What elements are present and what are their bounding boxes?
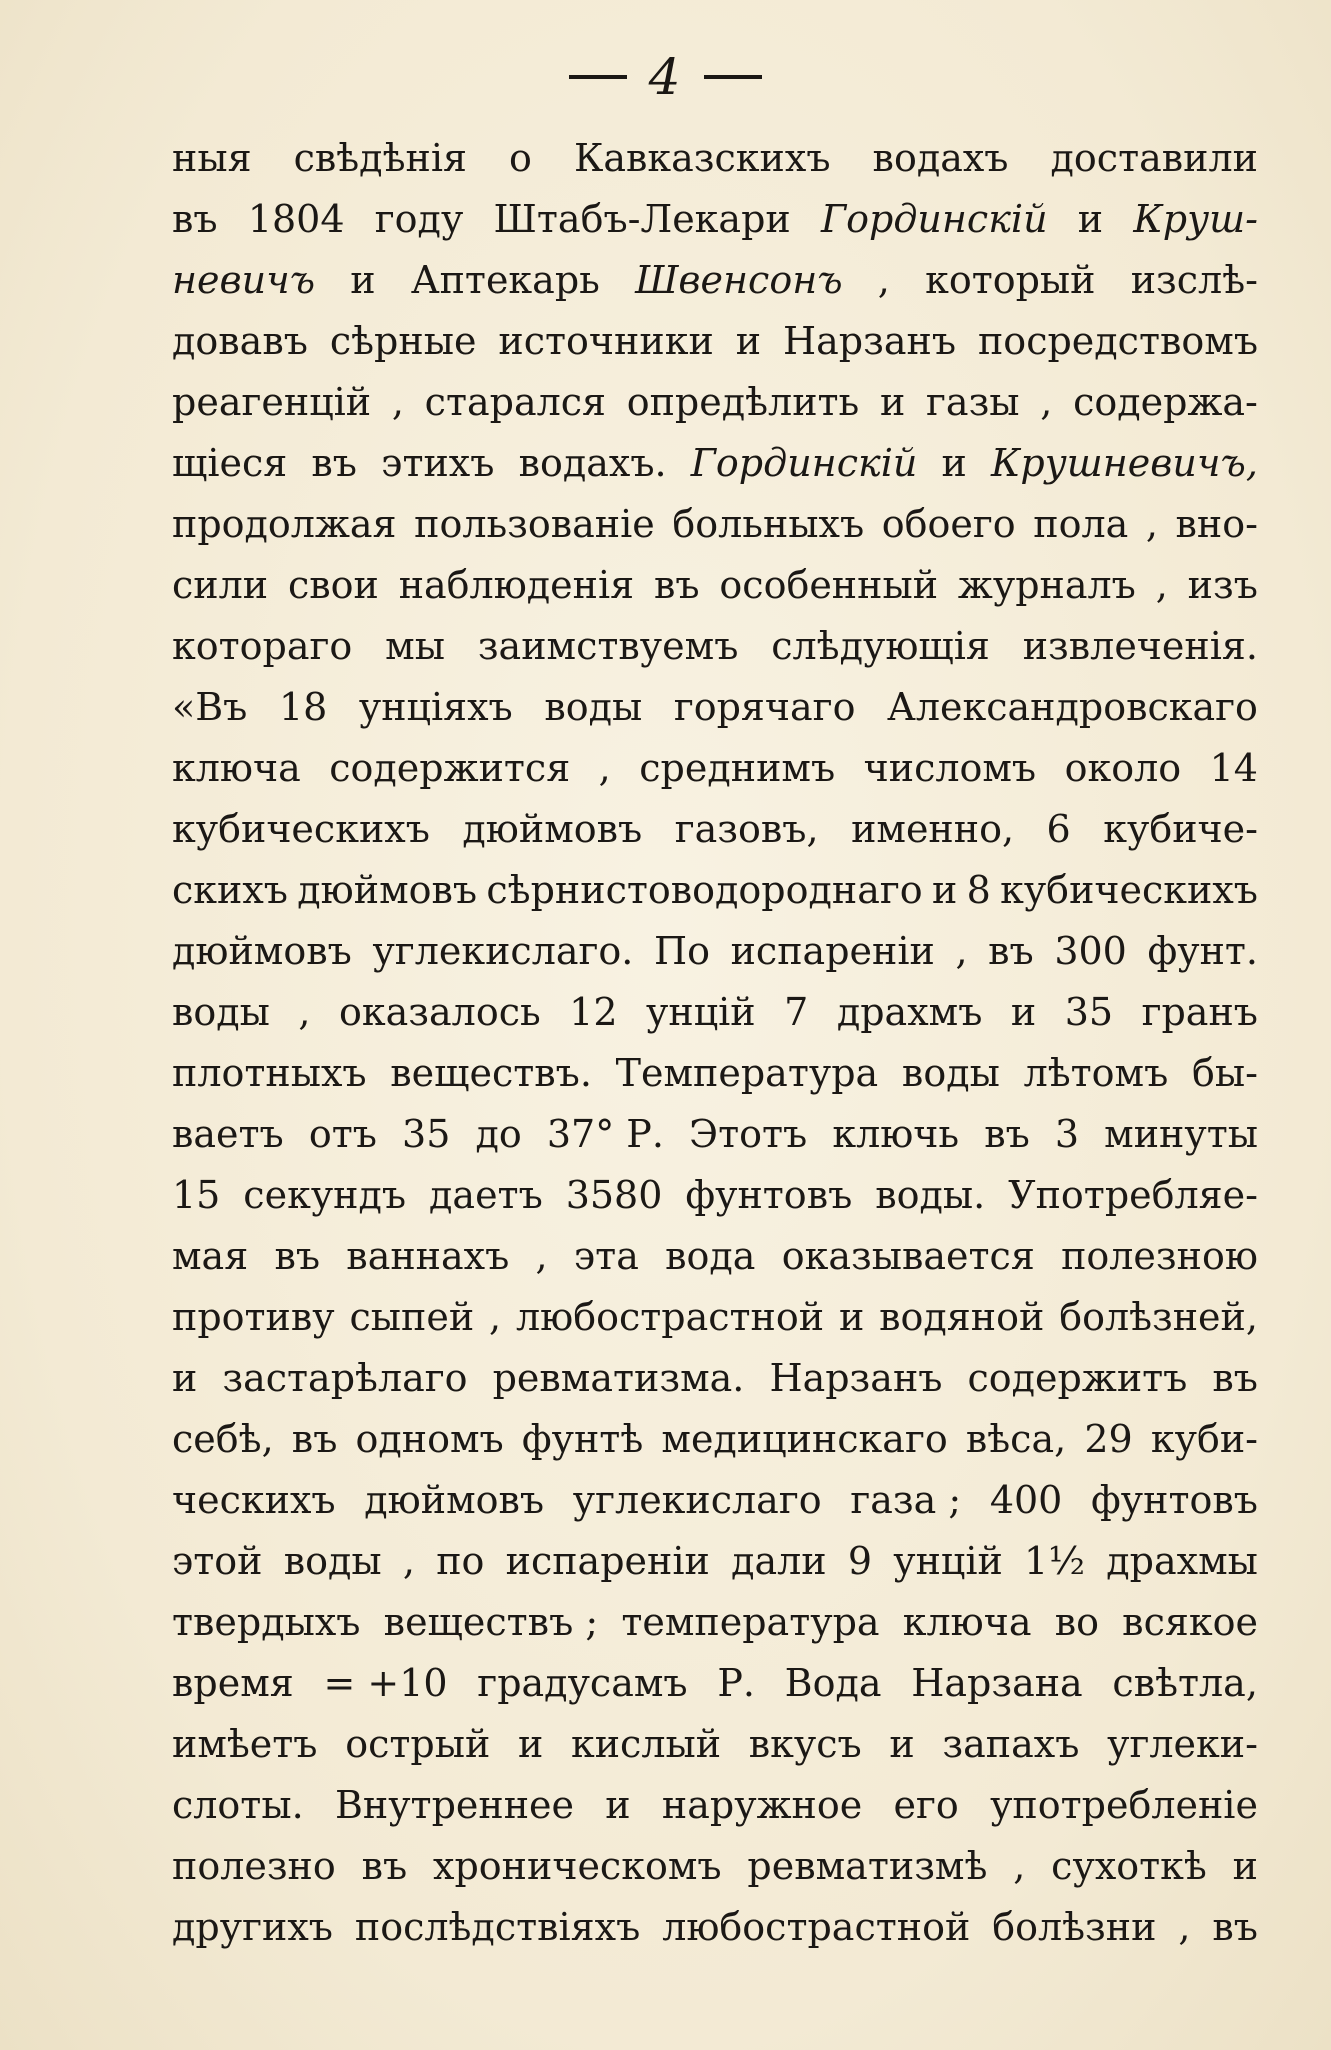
word: въ — [1212, 1905, 1258, 1949]
word: водахъ — [872, 136, 1009, 180]
word: лѣтомъ — [1023, 1051, 1169, 1095]
word: и — [517, 1722, 544, 1766]
text-line — [172, 860, 1258, 921]
word: застарѣлаго — [222, 1356, 468, 1400]
word: ныя — [172, 136, 252, 180]
word: старался — [424, 380, 606, 424]
word: свѣдѣнія — [293, 136, 467, 180]
word: унцій — [646, 990, 756, 1034]
word: Нарзанъ — [783, 319, 957, 363]
word: сѣрные — [329, 319, 477, 363]
text-line — [172, 1409, 1258, 1470]
word: содержа- — [1073, 380, 1258, 424]
word: и — [605, 1783, 631, 1827]
word: Внутреннее — [334, 1783, 575, 1827]
word: опредѣлить — [626, 380, 860, 424]
text-line — [172, 677, 1258, 738]
word: ревматизма. — [492, 1356, 745, 1400]
word: Этотъ — [689, 1112, 808, 1156]
word: щіеся — [172, 441, 288, 485]
word: Кавказскихъ — [573, 136, 831, 180]
word: воды — [172, 990, 270, 1034]
word: , — [298, 990, 311, 1034]
text-line — [172, 189, 1258, 250]
word: въ — [172, 197, 218, 241]
word: , — [402, 1539, 415, 1583]
word: источники — [498, 319, 714, 363]
text-line — [172, 982, 1258, 1043]
word: сили — [172, 563, 269, 607]
word: медицинскаго — [661, 1417, 948, 1461]
word: въ — [1212, 1356, 1258, 1400]
word: , — [1040, 380, 1053, 424]
word: извлеченія. — [1022, 624, 1258, 668]
word: ческихъ — [172, 1478, 336, 1522]
word: градусамъ — [477, 1661, 688, 1705]
word: слѣдующія — [771, 624, 990, 668]
word: 15 — [172, 1173, 221, 1217]
word: изслѣ- — [1130, 258, 1258, 302]
text-line — [172, 1836, 1258, 1897]
text-line — [172, 616, 1258, 677]
word: воды — [283, 1539, 382, 1583]
word: газы — [926, 380, 1020, 424]
word: ревматизмѣ — [747, 1844, 988, 1888]
word: ключа — [902, 1600, 1032, 1644]
word: углекислаго — [572, 1478, 822, 1522]
word: имѣетъ — [172, 1722, 318, 1766]
word: , — [1155, 563, 1168, 607]
word: фунтовъ — [685, 1173, 853, 1217]
text-line — [172, 1714, 1258, 1775]
word: и — [172, 1356, 198, 1400]
word: газовъ, — [674, 807, 819, 851]
italic-name-word: Крушневичъ, — [991, 441, 1258, 485]
word: 12 — [569, 990, 618, 1034]
word: 35 — [1064, 990, 1114, 1034]
word: въ — [274, 1234, 321, 1278]
word: испареніи — [505, 1539, 710, 1583]
word: углекислаго. — [372, 929, 634, 973]
word: до — [475, 1112, 522, 1156]
word: другихъ — [172, 1905, 333, 1949]
word: и — [879, 380, 906, 424]
word: употребленіе — [990, 1783, 1258, 1827]
word: въ — [988, 929, 1034, 973]
word: наружное — [661, 1783, 863, 1827]
word: 14 — [1209, 746, 1258, 790]
word: фунтовъ — [1091, 1478, 1258, 1522]
word: скихъ — [172, 868, 288, 912]
word: и — [1077, 197, 1104, 241]
word: плотныхъ — [172, 1051, 367, 1095]
word: драхмы — [1106, 1539, 1258, 1583]
word: оказывается — [781, 1234, 1035, 1278]
text-line — [172, 555, 1258, 616]
word: газа ; — [850, 1478, 962, 1522]
word: кислый — [570, 1722, 722, 1766]
word: дюймовъ — [172, 929, 352, 973]
word: 29 — [1084, 1417, 1133, 1461]
word: запахъ — [942, 1722, 1080, 1766]
word: ключа — [172, 746, 301, 790]
text-line — [172, 1897, 1258, 1958]
text-line — [172, 1348, 1258, 1409]
word: Р. — [717, 1661, 755, 1705]
word: 18 — [278, 685, 328, 729]
word: унцій — [893, 1539, 1003, 1583]
italic-name-word: Гординскій — [820, 197, 1048, 241]
word: , — [489, 1295, 502, 1339]
word: и — [889, 1722, 915, 1766]
word: ваетъ — [172, 1112, 284, 1156]
word: содержитъ — [967, 1356, 1188, 1400]
word: минуты — [1104, 1112, 1258, 1156]
word: во — [1054, 1600, 1099, 1644]
word: довавъ — [172, 319, 308, 363]
word: полезною — [1061, 1234, 1258, 1278]
word: больныхъ — [672, 502, 865, 546]
word: дюймовъ — [364, 1478, 545, 1522]
word: , — [1013, 1844, 1026, 1888]
word: числомъ — [863, 746, 1037, 790]
word: воды — [544, 685, 643, 729]
word: свои — [287, 563, 379, 607]
word: болѣзней, — [1059, 1295, 1258, 1339]
text-line — [172, 738, 1258, 799]
text-line — [172, 1226, 1258, 1287]
word: дюймовъ — [462, 807, 643, 851]
word: Нарзанъ — [769, 1356, 943, 1400]
text-line — [172, 1775, 1258, 1836]
word: вѣса, — [965, 1417, 1067, 1461]
word: Александровскаго — [887, 685, 1258, 729]
word: послѣдствіяхъ — [354, 1905, 641, 1949]
word: доставили — [1050, 136, 1258, 180]
word: испареніи — [730, 929, 935, 973]
word: реагенцій — [172, 380, 372, 424]
text-line — [172, 1287, 1258, 1348]
word: Нарзана — [911, 1661, 1083, 1705]
text-line — [172, 1043, 1258, 1104]
word: сыпей — [349, 1295, 475, 1339]
word: вода — [665, 1234, 756, 1278]
word: , — [955, 929, 968, 973]
word: наблюденія — [398, 563, 635, 607]
word: въ — [311, 441, 357, 485]
page-header — [0, 48, 1331, 106]
word: гранъ — [1141, 990, 1258, 1034]
word: 9 — [847, 1539, 872, 1583]
word: температура — [621, 1600, 880, 1644]
word: 7 — [784, 990, 809, 1034]
word: углеки- — [1107, 1722, 1258, 1766]
word: любострастной — [662, 1905, 971, 1949]
word: и — [350, 258, 376, 302]
word: = +10 — [323, 1661, 448, 1705]
word: пола — [1033, 502, 1129, 546]
text-line — [172, 1531, 1258, 1592]
word: ваннахъ — [346, 1234, 510, 1278]
word: въ — [653, 563, 700, 607]
word: Вода — [784, 1661, 882, 1705]
word: фунт. — [1147, 929, 1258, 973]
word: Употребляе- — [1008, 1173, 1258, 1217]
text-line — [172, 494, 1258, 555]
word: одномъ — [355, 1417, 504, 1461]
word: , — [1145, 502, 1158, 546]
text-line — [172, 921, 1258, 982]
word: кубическихъ — [172, 807, 430, 851]
word: даетъ — [429, 1173, 543, 1217]
word: болѣзни — [992, 1905, 1157, 1949]
text-line — [172, 128, 1258, 189]
word: секундъ — [243, 1173, 407, 1217]
word: Аптекарь — [410, 258, 600, 302]
word: пользованіе — [414, 502, 655, 546]
word: 6 — [1046, 807, 1071, 851]
word: вно- — [1175, 502, 1258, 546]
word: унціяхъ — [358, 685, 513, 729]
word: журналъ — [957, 563, 1136, 607]
page-body-text — [172, 128, 1258, 1958]
word: противу — [172, 1295, 335, 1339]
text-line — [172, 1165, 1258, 1226]
word: драхмъ — [836, 990, 983, 1034]
page-number: 4 — [648, 48, 683, 106]
word: который — [925, 258, 1096, 302]
word: этихъ — [381, 441, 495, 485]
word: и — [838, 1295, 865, 1339]
word: дали — [731, 1539, 827, 1583]
header-dash-left — [569, 75, 627, 79]
word: , — [391, 380, 404, 424]
word: въ — [984, 1112, 1030, 1156]
word: 3 — [1054, 1112, 1080, 1156]
word: заимствуемъ — [477, 624, 739, 668]
word: дюймовъ — [297, 868, 478, 912]
text-line — [172, 799, 1258, 860]
word: посредствомъ — [977, 319, 1258, 363]
word: особенный — [719, 563, 939, 607]
header-dash-right — [704, 75, 762, 79]
word: году — [374, 197, 464, 241]
word: въ — [361, 1844, 408, 1888]
word: свѣтла, — [1112, 1661, 1258, 1705]
word: въ — [291, 1417, 338, 1461]
word: мы — [385, 624, 445, 668]
word: веществъ. — [390, 1051, 592, 1095]
word: полезно — [172, 1844, 336, 1888]
word: любострастной — [515, 1295, 825, 1339]
word: 400 — [989, 1478, 1063, 1522]
word: именно, — [851, 807, 1015, 851]
text-line — [172, 372, 1258, 433]
word: фунтѣ — [521, 1417, 644, 1461]
word: Температура — [615, 1051, 879, 1095]
word: воды — [901, 1051, 1000, 1095]
word: около — [1064, 746, 1182, 790]
text-line — [172, 311, 1258, 372]
text-line — [172, 433, 1258, 494]
word: острый — [345, 1722, 491, 1766]
word: 8 — [966, 868, 991, 912]
word: , — [1178, 1905, 1191, 1949]
text-line — [172, 1592, 1258, 1653]
word: ключь — [832, 1112, 960, 1156]
word: горячаго — [673, 685, 856, 729]
italic-name-word: Швенсонъ — [635, 258, 843, 302]
word: по — [436, 1539, 485, 1583]
word: 37° Р. — [546, 1112, 664, 1156]
word: котораго — [172, 624, 353, 668]
word: , — [877, 258, 890, 302]
word: кубиче- — [1103, 807, 1258, 851]
word: и — [931, 868, 958, 912]
word: и — [1232, 1844, 1258, 1888]
word: продолжая — [172, 502, 397, 546]
word: кубическихъ — [1000, 868, 1258, 912]
word: этой — [172, 1539, 263, 1583]
word: «Въ — [172, 685, 248, 729]
word: водяной — [879, 1295, 1045, 1339]
text-line — [172, 1104, 1258, 1165]
word: содержится — [329, 746, 571, 790]
word: среднимъ — [639, 746, 836, 790]
word: обоего — [881, 502, 1016, 546]
text-line — [172, 1653, 1258, 1714]
word: , — [535, 1234, 548, 1278]
word: По — [653, 929, 710, 973]
word: оказалось — [339, 990, 541, 1034]
word: 1804 — [247, 197, 345, 241]
word: слоты. — [172, 1783, 304, 1827]
word: вкусъ — [748, 1722, 862, 1766]
word: и — [735, 319, 762, 363]
word: водахъ. — [518, 441, 667, 485]
word: и — [941, 441, 967, 485]
word: 3580 — [565, 1173, 663, 1217]
text-line — [172, 1470, 1258, 1531]
word: Штабъ-Лекари — [493, 197, 791, 241]
italic-name-word: невичъ — [172, 258, 316, 302]
word: 35 — [402, 1112, 451, 1156]
word: о — [509, 136, 532, 180]
word: отъ — [308, 1112, 377, 1156]
word: сѣрнистоводороднаго — [486, 868, 923, 912]
word: хроническомъ — [433, 1844, 722, 1888]
word: всякое — [1122, 1600, 1258, 1644]
italic-name-word: Круш- — [1133, 197, 1258, 241]
word: веществъ ; — [383, 1600, 599, 1644]
word: бы- — [1191, 1051, 1258, 1095]
word: себѣ, — [172, 1417, 274, 1461]
word: , — [598, 746, 611, 790]
word: твердыхъ — [172, 1600, 361, 1644]
word: и — [1010, 990, 1037, 1034]
text-line — [172, 250, 1258, 311]
word: 300 — [1054, 929, 1127, 973]
word: его — [893, 1783, 959, 1827]
word: куби- — [1150, 1417, 1258, 1461]
word: время — [172, 1661, 294, 1705]
word: воды. — [875, 1173, 986, 1217]
italic-name-word: Гординскій — [690, 441, 918, 485]
word: эта — [573, 1234, 639, 1278]
word: сухоткѣ — [1051, 1844, 1207, 1888]
word: мая — [172, 1234, 249, 1278]
word: 1½ — [1024, 1539, 1086, 1583]
word: изъ — [1187, 563, 1258, 607]
